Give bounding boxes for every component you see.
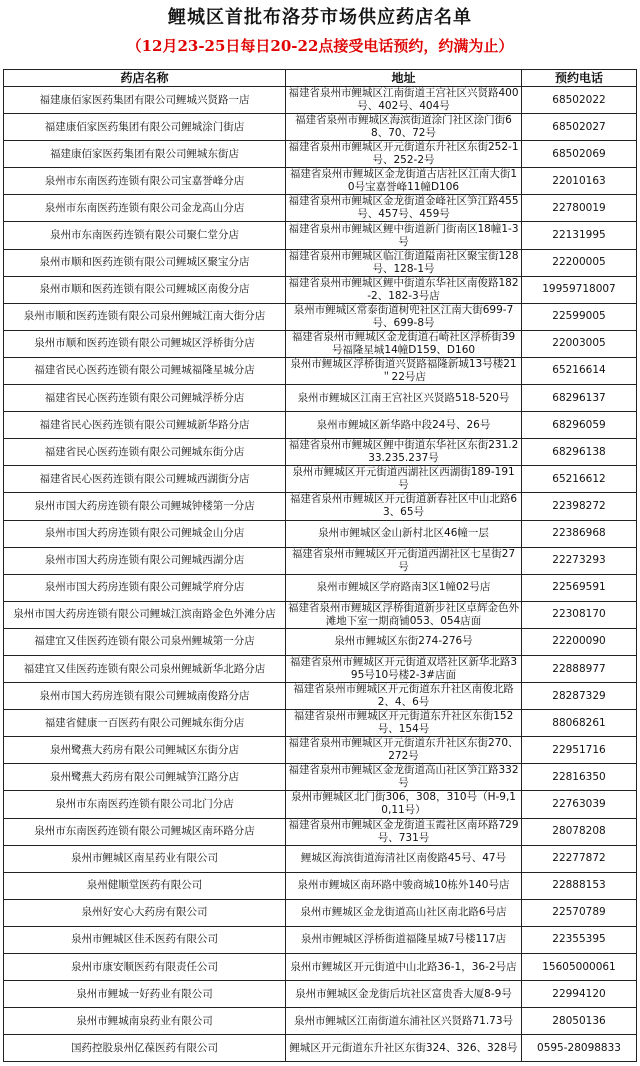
table-row xyxy=(4,222,637,249)
address-cell: 泉州市鲤城区金山新村北区46幢一层 xyxy=(286,520,522,547)
pharmacy-name-cell: 福建省民心医药连锁有限公司鲤城新华路分店 xyxy=(4,412,286,439)
phone-cell: 22599005 xyxy=(522,303,637,330)
pharmacy-name-cell: 泉州市鲤城区佳禾医药有限公司 xyxy=(4,926,286,953)
document-page xyxy=(0,4,640,1066)
table-row xyxy=(4,1035,637,1062)
table-row xyxy=(4,981,637,1008)
pharmacy-name-cell: 泉州健顺堂医药有限公司 xyxy=(4,872,286,899)
address-cell: 泉州市鲤城区浮桥街道福隆星城7号楼117店 xyxy=(286,926,522,953)
header-name: 药店名称 xyxy=(4,70,286,87)
phone-cell: 28287329 xyxy=(522,683,637,710)
pharmacy-name-cell: 泉州市国大药房连锁有限公司鲤城学府分店 xyxy=(4,574,286,601)
address-cell: 福建省泉州市鲤城区鲤中街道东华社区东街231.233.235.237号 xyxy=(286,439,522,466)
address-cell: 泉州市鲤城区常泰街道树兜社区江南大街699-7号、699-8号 xyxy=(286,303,522,330)
address-cell: 福建省泉州市鲤城区鲤中街道新门街南区18幢1-3号 xyxy=(286,222,522,249)
address-cell: 福建省泉州市鲤城区开元街道东升社区南俊北路2、4、6号 xyxy=(286,683,522,710)
pharmacy-name-cell: 泉州市东南医药连锁有限公司金龙高山分店 xyxy=(4,195,286,222)
table-row xyxy=(4,926,637,953)
address-cell: 福建省泉州市鲤城区金龙街道金峰社区笋江路455号、457号、459号 xyxy=(286,195,522,222)
phone-cell: 22131995 xyxy=(522,222,637,249)
pharmacy-name-cell: 福建宜又佳医药连锁有限公司泉州鲤城第一分店 xyxy=(4,628,286,655)
address-cell: 福建省泉州市鲤城区金龙街道高山社区笋江路332号 xyxy=(286,764,522,791)
pharmacy-name-cell: 泉州市东南医药连锁有限公司宝嘉誉峰分店 xyxy=(4,168,286,195)
table-row xyxy=(4,385,637,412)
address-cell: 泉州市鲤城区金龙街道高山社区南北路6号店 xyxy=(286,899,522,926)
pharmacy-table xyxy=(3,69,637,1062)
phone-cell: 22273293 xyxy=(522,547,637,574)
address-cell: 泉州市鲤城区南环路中骏商城10栋外140号店 xyxy=(286,872,522,899)
phone-cell: 68502069 xyxy=(522,141,637,168)
pharmacy-name-cell: 泉州市顺和医药连锁有限公司鲤城区浮桥街分店 xyxy=(4,330,286,357)
pharmacy-name-cell: 泉州市顺和医药连锁有限公司鲤城区聚宝分店 xyxy=(4,249,286,276)
phone-cell: 22277872 xyxy=(522,845,637,872)
phone-cell: 22010163 xyxy=(522,168,637,195)
phone-cell: 68296137 xyxy=(522,385,637,412)
table-row xyxy=(4,195,637,222)
phone-cell: 0595-28098833 xyxy=(522,1035,637,1062)
phone-cell: 22003005 xyxy=(522,330,637,357)
pharmacy-name-cell: 泉州市国大药房连锁有限公司鲤城钟楼第一分店 xyxy=(4,493,286,520)
table-row xyxy=(4,764,637,791)
address-cell: 福建省泉州市鲤城区开元街道双塔社区新华北路395号10号楼2-3#店面 xyxy=(286,655,522,682)
phone-cell: 22308170 xyxy=(522,601,637,628)
pharmacy-name-cell: 福建康佰家医药集团有限公司鲤城东街店 xyxy=(4,141,286,168)
table-row xyxy=(4,845,637,872)
phone-cell: 65216614 xyxy=(522,357,637,384)
table-row xyxy=(4,683,637,710)
table-row xyxy=(4,710,637,737)
address-cell: 福建省泉州市鲤城区金龙街道玉霞社区南环路729号、731号 xyxy=(286,818,522,845)
address-cell: 泉州市鲤城区东街274-276号 xyxy=(286,628,522,655)
table-header-row xyxy=(4,70,637,87)
table-row xyxy=(4,547,637,574)
pharmacy-name-cell: 福建康佰家医药集团有限公司鲤城涂门街店 xyxy=(4,114,286,141)
phone-cell: 22816350 xyxy=(522,764,637,791)
phone-cell: 22888977 xyxy=(522,655,637,682)
pharmacy-name-cell: 泉州市国大药房连锁有限公司鲤城西湖分店 xyxy=(4,547,286,574)
pharmacy-name-cell: 泉州鹭燕大药房有限公司鲤城区东街分店 xyxy=(4,737,286,764)
address-cell: 福建省泉州市鲤城区海滨街道涂门社区涂门街68、70、72号 xyxy=(286,114,522,141)
phone-cell: 65216612 xyxy=(522,466,637,493)
phone-cell: 68502027 xyxy=(522,114,637,141)
address-cell: 泉州市鲤城区江南王宫社区兴贤路518-520号 xyxy=(286,385,522,412)
address-cell: 福建省泉州市鲤城区开元街道东升社区东街252-1号、252-2号 xyxy=(286,141,522,168)
address-cell: 福建省泉州市鲤城区江南街道王宫社区兴贤路400号、402号、404号 xyxy=(286,87,522,114)
table-row xyxy=(4,601,637,628)
pharmacy-name-cell: 泉州市国大药房连锁有限公司鲤城江滨南路金色外滩分店 xyxy=(4,601,286,628)
phone-cell: 22386968 xyxy=(522,520,637,547)
pharmacy-name-cell: 泉州鹭燕大药房有限公司鲤城笋江路分店 xyxy=(4,764,286,791)
address-cell: 福建省泉州市鲤城区开元街道东升社区东街152号、154号 xyxy=(286,710,522,737)
address-cell: 泉州市鲤城区学府路南3区1幢02号店 xyxy=(286,574,522,601)
pharmacy-name-cell: 泉州市东南医药连锁有限公司北门分店 xyxy=(4,791,286,818)
table-row xyxy=(4,249,637,276)
phone-cell: 28050136 xyxy=(522,1008,637,1035)
pharmacy-name-cell: 泉州市国大药房连锁有限公司鲤城金山分店 xyxy=(4,520,286,547)
phone-cell: 15605000061 xyxy=(522,954,637,981)
table-row xyxy=(4,493,637,520)
table-row xyxy=(4,520,637,547)
document-subtitle: （12月23-25日每日20-22点接受电话预约，约满为止） xyxy=(126,37,514,55)
pharmacy-name-cell: 福建省民心医药连锁有限公司鲤城东街分店 xyxy=(4,439,286,466)
pharmacy-name-cell: 福建康佰家医药集团有限公司鲤城兴贤路一店 xyxy=(4,87,286,114)
phone-cell: 22569591 xyxy=(522,574,637,601)
pharmacy-name-cell: 福建省民心医药连锁有限公司鲤城浮桥分店 xyxy=(4,385,286,412)
pharmacy-name-cell: 福建省民心医药连锁有限公司鲤城福隆星城分店 xyxy=(4,357,286,384)
pharmacy-name-cell: 泉州市康安顺医药有限责任公司 xyxy=(4,954,286,981)
phone-cell: 22355395 xyxy=(522,926,637,953)
table-row xyxy=(4,791,637,818)
address-cell: 福建省泉州市鲤城区金龙街道古店社区江南大街10号宝嘉誉峰11幢D106 xyxy=(286,168,522,195)
table-row xyxy=(4,168,637,195)
table-row xyxy=(4,141,637,168)
phone-cell: 68502022 xyxy=(522,87,637,114)
address-cell: 福建省泉州市鲤城区金龙街道石崎社区浮桥街39号福隆星城14幢D159、D160 xyxy=(286,330,522,357)
table-row xyxy=(4,954,637,981)
pharmacy-name-cell: 泉州市东南医药连锁有限公司鲤城区南环路分店 xyxy=(4,818,286,845)
phone-cell: 88068261 xyxy=(522,710,637,737)
pharmacy-name-cell: 泉州市鲤城南泉药业有限公司 xyxy=(4,1008,286,1035)
phone-cell: 22780019 xyxy=(522,195,637,222)
phone-cell: 68296059 xyxy=(522,412,637,439)
table-row xyxy=(4,303,637,330)
address-cell: 福建省泉州市鲤城区浮桥街道新步社区卓辉金色外滩地下室一期商铺053、054店面 xyxy=(286,601,522,628)
phone-cell: 19959718007 xyxy=(522,276,637,303)
address-cell: 鲤城区海滨街道海清社区南俊路45号、47号 xyxy=(286,845,522,872)
table-row xyxy=(4,466,637,493)
phone-cell: 22888153 xyxy=(522,872,637,899)
pharmacy-name-cell: 泉州市鲤城区南星药业有限公司 xyxy=(4,845,286,872)
document-title: 鲤城区首批布洛芬市场供应药店名单 xyxy=(168,7,472,28)
address-cell: 福建省泉州市鲤城区开元街道东升社区东街270、272号 xyxy=(286,737,522,764)
phone-cell: 68296138 xyxy=(522,439,637,466)
address-cell: 泉州市鲤城区金龙街后坑社区富贵香大厦8-9号 xyxy=(286,981,522,1008)
phone-cell: 28078208 xyxy=(522,818,637,845)
phone-cell: 22994120 xyxy=(522,981,637,1008)
pharmacy-name-cell: 泉州市顺和医药连锁有限公司鲤城区南俊分店 xyxy=(4,276,286,303)
pharmacy-name-cell: 泉州市国大药房连锁有限公司鲤城南俊路分店 xyxy=(4,683,286,710)
pharmacy-name-cell: 福建宜又佳医药连锁有限公司泉州鲤城新华北路分店 xyxy=(4,655,286,682)
phone-cell: 22200090 xyxy=(522,628,637,655)
address-cell: 泉州市鲤城区浮桥街道兴贤路福隆新城13号楼21＂22号店 xyxy=(286,357,522,384)
address-cell: 泉州市鲤城区开元街道西湖社区西湖街189-191号 xyxy=(286,466,522,493)
pharmacy-name-cell: 泉州市顺和医药连锁有限公司泉州鲤城江南大街分店 xyxy=(4,303,286,330)
address-cell: 泉州市鲤城区开元街道中山北路36-1，36-2号店 xyxy=(286,954,522,981)
pharmacy-name-cell: 国药控股泉州亿葆医药有限公司 xyxy=(4,1035,286,1062)
pharmacy-name-cell: 福建省民心医药连锁有限公司鲤城西湖街分店 xyxy=(4,466,286,493)
table-row xyxy=(4,412,637,439)
address-cell: 福建省泉州市鲤城区开元街道新春社区中山北路63、65号 xyxy=(286,493,522,520)
header-phone: 预约电话 xyxy=(522,70,637,87)
table-row xyxy=(4,276,637,303)
table-row xyxy=(4,872,637,899)
table-row xyxy=(4,628,637,655)
pharmacy-name-cell: 泉州好安心大药房有限公司 xyxy=(4,899,286,926)
address-cell: 泉州市鲤城区江南街道东浦社区兴贤路71.73号 xyxy=(286,1008,522,1035)
phone-cell: 22200005 xyxy=(522,249,637,276)
table-row xyxy=(4,655,637,682)
phone-cell: 22951716 xyxy=(522,737,637,764)
table-row xyxy=(4,114,637,141)
table-row xyxy=(4,737,637,764)
phone-cell: 22763039 xyxy=(522,791,637,818)
address-cell: 泉州市鲤城区北门街306，308，310号（H-9,10,11号） xyxy=(286,791,522,818)
table-row xyxy=(4,357,637,384)
table-row xyxy=(4,330,637,357)
table-row xyxy=(4,1008,637,1035)
address-cell: 鲤城区开元街道东升社区东街324、326、328号 xyxy=(286,1035,522,1062)
pharmacy-name-cell: 泉州市鲤城一好药业有限公司 xyxy=(4,981,286,1008)
phone-cell: 22570789 xyxy=(522,899,637,926)
table-row xyxy=(4,574,637,601)
table-row xyxy=(4,818,637,845)
table-row xyxy=(4,439,637,466)
address-cell: 福建省泉州市鲤城区鲤中街道东华社区南俊路182-2、182-3号店 xyxy=(286,276,522,303)
table-row xyxy=(4,87,637,114)
table-row xyxy=(4,899,637,926)
address-cell: 泉州市鲤城区新华路中段24号、26号 xyxy=(286,412,522,439)
header-address: 地址 xyxy=(286,70,522,87)
pharmacy-name-cell: 福建省健康一百医药有限公司鲤城东街分店 xyxy=(4,710,286,737)
address-cell: 福建省泉州市鲤城区临江街道隘南社区聚宝街128号、128-1号 xyxy=(286,249,522,276)
phone-cell: 22398272 xyxy=(522,493,637,520)
address-cell: 福建省泉州市鲤城区开元街道西湖社区七星街27号 xyxy=(286,547,522,574)
pharmacy-name-cell: 泉州市东南医药连锁有限公司聚仁堂分店 xyxy=(4,222,286,249)
